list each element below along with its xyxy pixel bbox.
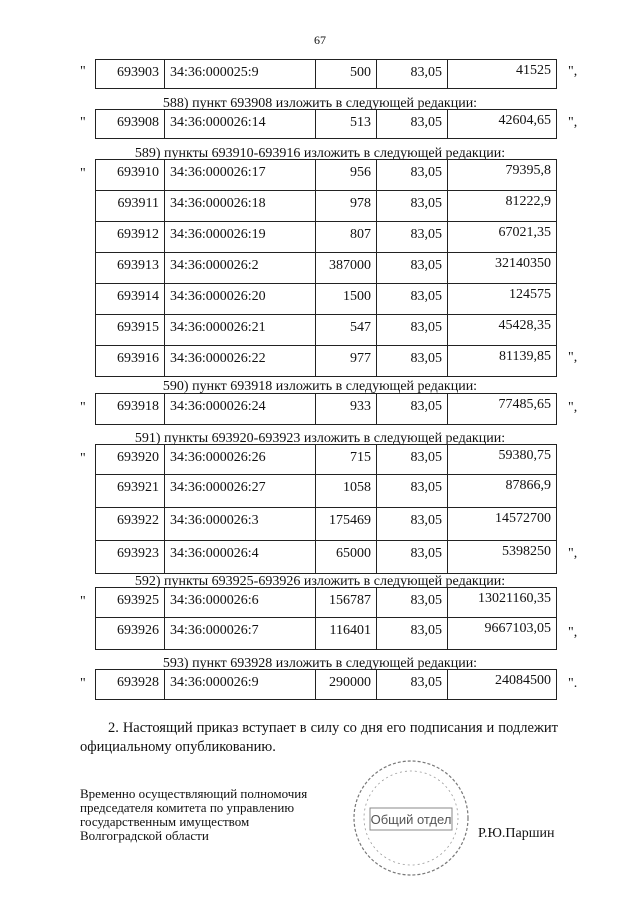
quote-open: "	[80, 64, 86, 79]
rate-value: 83,05	[377, 253, 448, 284]
signatory-line: председателя комитета по управлению	[80, 800, 295, 815]
total-value: 59380,75	[448, 445, 557, 475]
quote-close: ",	[568, 350, 578, 365]
area-value: 175469	[316, 508, 377, 541]
record-table	[95, 159, 557, 377]
section-intro: 591) пункты 693920-693923 изложить в следующей редакции:	[134, 431, 506, 446]
table-row	[96, 508, 557, 541]
quote-close: ",	[568, 400, 578, 415]
plot-id: 693910	[96, 160, 165, 191]
cadastral-number: 34:36:000026:21	[165, 315, 316, 346]
cadastral-number: 34:36:000026:14	[165, 110, 316, 139]
record-table	[95, 669, 557, 700]
table-row	[96, 160, 557, 191]
cadastral-number: 34:36:000026:2	[165, 253, 316, 284]
rate-value: 83,05	[377, 475, 448, 508]
table-row	[96, 394, 557, 425]
area-value: 978	[316, 191, 377, 222]
quote-open: "	[80, 166, 86, 181]
plot-id: 693916	[96, 346, 165, 377]
cadastral-number: 34:36:000025:9	[165, 60, 316, 89]
stamp-text: Общий отдел	[370, 812, 452, 827]
cadastral-number: 34:36:000026:4	[165, 541, 316, 574]
plot-id: 693911	[96, 191, 165, 222]
plot-id: 693928	[96, 670, 165, 700]
plot-id: 693914	[96, 284, 165, 315]
quote-close: ".	[568, 676, 578, 691]
quote-open: "	[80, 451, 86, 466]
area-value: 547	[316, 315, 377, 346]
rate-value: 83,05	[377, 160, 448, 191]
total-value: 77485,65	[448, 394, 557, 425]
rate-value: 83,05	[377, 110, 448, 139]
rate-value: 83,05	[377, 315, 448, 346]
rate-value: 83,05	[377, 445, 448, 475]
total-value: 81139,85	[448, 346, 557, 377]
cadastral-number: 34:36:000026:17	[165, 160, 316, 191]
cadastral-number: 34:36:000026:6	[165, 588, 316, 618]
table-row	[96, 253, 557, 284]
table-row	[96, 60, 557, 89]
total-value: 81222,9	[448, 191, 557, 222]
quote-open: "	[80, 594, 86, 609]
total-value: 124575	[448, 284, 557, 315]
plot-id: 693926	[96, 618, 165, 650]
area-value: 290000	[316, 670, 377, 700]
section-intro: 592) пункты 693925-693926 изложить в следующей редакции:	[134, 574, 506, 589]
table-row	[96, 110, 557, 139]
plot-id: 693912	[96, 222, 165, 253]
area-value: 956	[316, 160, 377, 191]
total-value: 32140350	[448, 253, 557, 284]
cadastral-number: 34:36:000026:9	[165, 670, 316, 700]
record-table	[95, 393, 557, 425]
plot-id: 693918	[96, 394, 165, 425]
quote-open: "	[80, 676, 86, 691]
section-intro: 589) пункты 693910-693916 изложить в следующей редакции:	[134, 146, 506, 161]
area-value: 116401	[316, 618, 377, 650]
area-value: 387000	[316, 253, 377, 284]
total-value: 9667103,05	[448, 618, 557, 650]
area-value: 513	[316, 110, 377, 139]
cadastral-number: 34:36:000026:24	[165, 394, 316, 425]
area-value: 933	[316, 394, 377, 425]
rate-value: 83,05	[377, 670, 448, 700]
total-value: 5398250	[448, 541, 557, 574]
section-intro: 593) пункт 693928 изложить в следующей редакции:	[162, 656, 478, 671]
quote-open: "	[80, 400, 86, 415]
plot-id: 693923	[96, 541, 165, 574]
signatory-title	[80, 787, 307, 843]
rate-value: 83,05	[377, 541, 448, 574]
table-row	[96, 315, 557, 346]
total-value: 13021160,35	[448, 588, 557, 618]
plot-id: 693921	[96, 475, 165, 508]
total-value: 14572700	[448, 508, 557, 541]
cadastral-number: 34:36:000026:20	[165, 284, 316, 315]
record-table	[95, 109, 557, 139]
area-value: 715	[316, 445, 377, 475]
cadastral-number: 34:36:000026:18	[165, 191, 316, 222]
plot-id: 693922	[96, 508, 165, 541]
area-value: 1500	[316, 284, 377, 315]
area-value: 977	[316, 346, 377, 377]
table-row	[96, 346, 557, 377]
signatory-line: Волгоградской области	[80, 828, 209, 843]
quote-close: ",	[568, 64, 578, 79]
record-table	[95, 587, 557, 650]
table-row	[96, 445, 557, 475]
cadastral-number: 34:36:000026:26	[165, 445, 316, 475]
table-row	[96, 222, 557, 253]
area-value: 65000	[316, 541, 377, 574]
table-row	[96, 475, 557, 508]
quote-close: ",	[568, 625, 578, 640]
cadastral-number: 34:36:000026:27	[165, 475, 316, 508]
cadastral-number: 34:36:000026:19	[165, 222, 316, 253]
cadastral-number: 34:36:000026:3	[165, 508, 316, 541]
total-value: 42604,65	[448, 110, 557, 139]
section-intro: 588) пункт 693908 изложить в следующей редакции:	[162, 96, 478, 111]
quote-close: ",	[568, 115, 578, 130]
area-value: 500	[316, 60, 377, 89]
quote-open: "	[80, 115, 86, 130]
table-row	[96, 670, 557, 700]
area-value: 1058	[316, 475, 377, 508]
total-value: 41525	[448, 60, 557, 89]
plot-id: 693903	[96, 60, 165, 89]
cadastral-number: 34:36:000026:22	[165, 346, 316, 377]
total-value: 87866,9	[448, 475, 557, 508]
page-number: 67	[314, 33, 326, 47]
total-value: 24084500	[448, 670, 557, 700]
table-row	[96, 618, 557, 650]
rate-value: 83,05	[377, 618, 448, 650]
plot-id: 693915	[96, 315, 165, 346]
area-value: 807	[316, 222, 377, 253]
table-row	[96, 541, 557, 574]
rate-value: 83,05	[377, 222, 448, 253]
total-value: 79395,8	[448, 160, 557, 191]
official-stamp	[350, 757, 472, 879]
table-row	[96, 588, 557, 618]
signatory-line: государственным имуществом	[80, 814, 250, 829]
total-value: 45428,35	[448, 315, 557, 346]
area-value: 156787	[316, 588, 377, 618]
table-row	[96, 284, 557, 315]
cadastral-number: 34:36:000026:7	[165, 618, 316, 650]
rate-value: 83,05	[377, 60, 448, 89]
plot-id: 693908	[96, 110, 165, 139]
quote-close: ",	[568, 546, 578, 561]
section-intro: 590) пункт 693918 изложить в следующей редакции:	[162, 379, 478, 394]
record-table	[95, 444, 557, 574]
plot-id: 693913	[96, 253, 165, 284]
rate-value: 83,05	[377, 394, 448, 425]
record-table	[95, 59, 557, 89]
total-value: 67021,35	[448, 222, 557, 253]
plot-id: 693925	[96, 588, 165, 618]
rate-value: 83,05	[377, 346, 448, 377]
rate-value: 83,05	[377, 588, 448, 618]
rate-value: 83,05	[377, 284, 448, 315]
signatory-line: Временно осуществляющий полномочия	[80, 786, 308, 801]
signatory-name: Р.Ю.Паршин	[478, 826, 555, 841]
table-row	[96, 191, 557, 222]
rate-value: 83,05	[377, 191, 448, 222]
final-paragraph: 2. Настоящий приказ вступает в силу со дня его подписания и подлежит официальному опубликованию.	[80, 720, 558, 755]
rate-value: 83,05	[377, 508, 448, 541]
plot-id: 693920	[96, 445, 165, 475]
